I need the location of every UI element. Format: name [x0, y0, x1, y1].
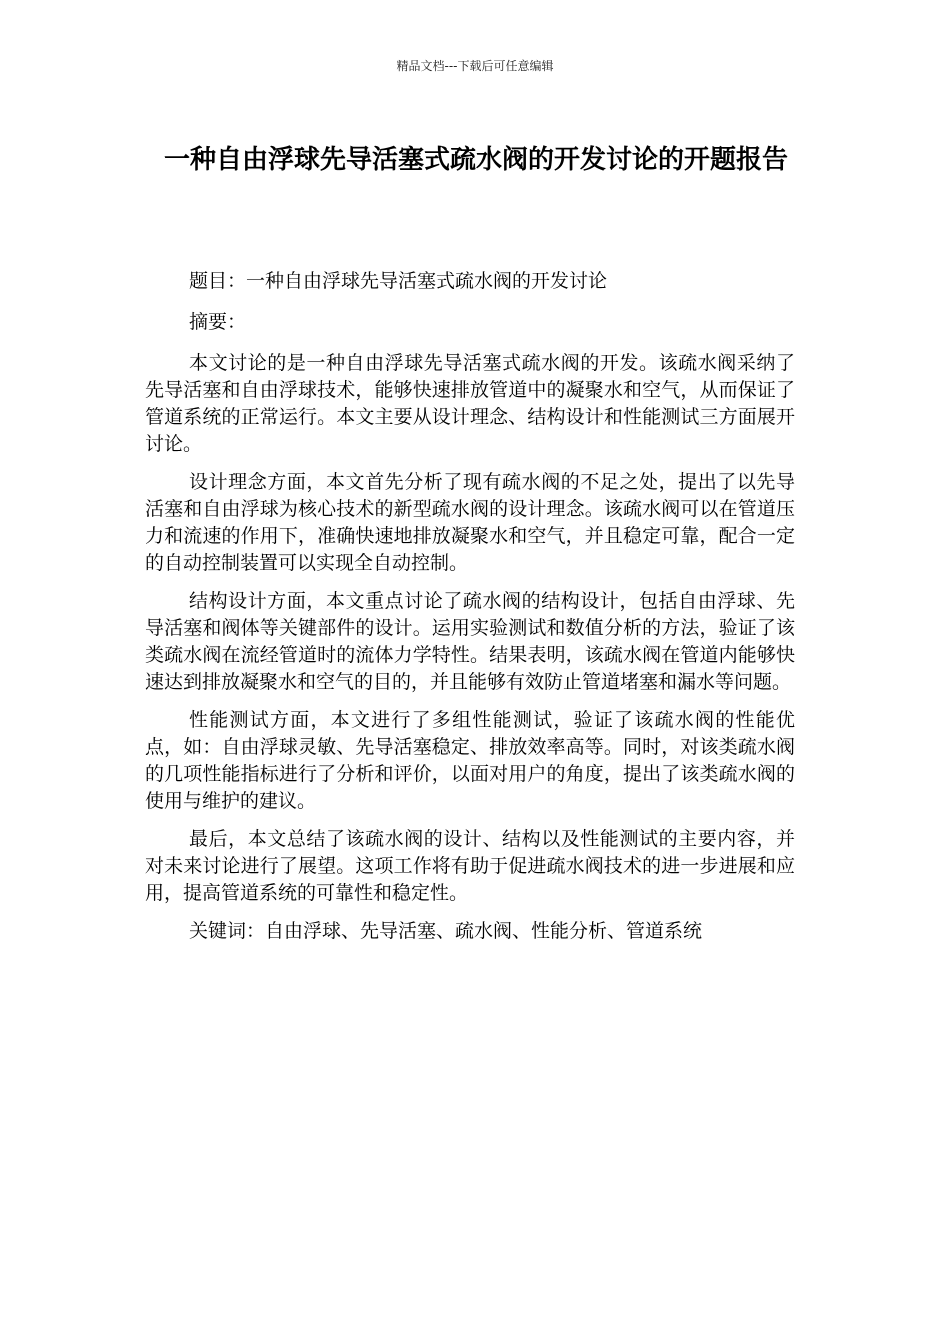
abstract-label: 摘要： — [189, 311, 247, 333]
structure-design-paragraph: 结构设计方面，本文重点讨论了疏水阀的结构设计，包括自由浮球、先导活塞和阀体等关键部件的设计。运用实验测试和数值分析的方法，验证了该类疏水阀在流经管道时的流体力学特性。结果表明，该疏水阀在管道内能够快速达到排放凝聚水和空气的目的，并且能够有效防止管道堵塞和漏水等问题。 — [145, 590, 795, 693]
performance-test-paragraph: 性能测试方面，本文进行了多组性能测试，验证了该疏水阀的性能优点，如：自由浮球灵敏、先导活塞稳定、排放效率高等。同时，对该类疏水阀的几项性能指标进行了分析和评价，以面对用户的角度，提出了该类疏水阀的使用与维护的建议。 — [145, 709, 795, 812]
keywords-line: 关键词：自由浮球、先导活塞、疏水阀、性能分析、管道系统 — [189, 920, 703, 942]
abstract-paragraph-1: 本文讨论的是一种自由浮球先导活塞式疏水阀的开发。该疏水阀采纳了先导活塞和自由浮球技术，能够快速排放管道中的凝聚水和空气，从而保证了管道系统的正常运行。本文主要从设计理念、结构设计和性能测试三方面展开讨论。 — [145, 352, 795, 455]
conclusion-paragraph: 最后，本文总结了该疏水阀的设计、结构以及性能测试的主要内容，并对未来讨论进行了展望。这项工作将有助于促进疏水阀技术的进一步进展和应用，提高管道系统的可靠性和稳定性。 — [145, 828, 795, 904]
design-concept-paragraph: 设计理念方面，本文首先分析了现有疏水阀的不足之处，提出了以先导活塞和自由浮球为核心技术的新型疏水阀的设计理念。该疏水阀可以在管道压力和流速的作用下，准确快速地排放凝聚水和空气，并且稳定可靠，配合一定的自动控制装置可以实现全自动控制。 — [145, 471, 795, 574]
document-title: 一种自由浮球先导活塞式疏水阀的开发讨论的开题报告 — [163, 145, 788, 175]
topic-line: 题目：一种自由浮球先导活塞式疏水阀的开发讨论 — [189, 270, 608, 292]
document-body — [145, 268, 795, 959]
page-header-note: 精品文档---下载后可任意编辑 — [396, 59, 554, 73]
